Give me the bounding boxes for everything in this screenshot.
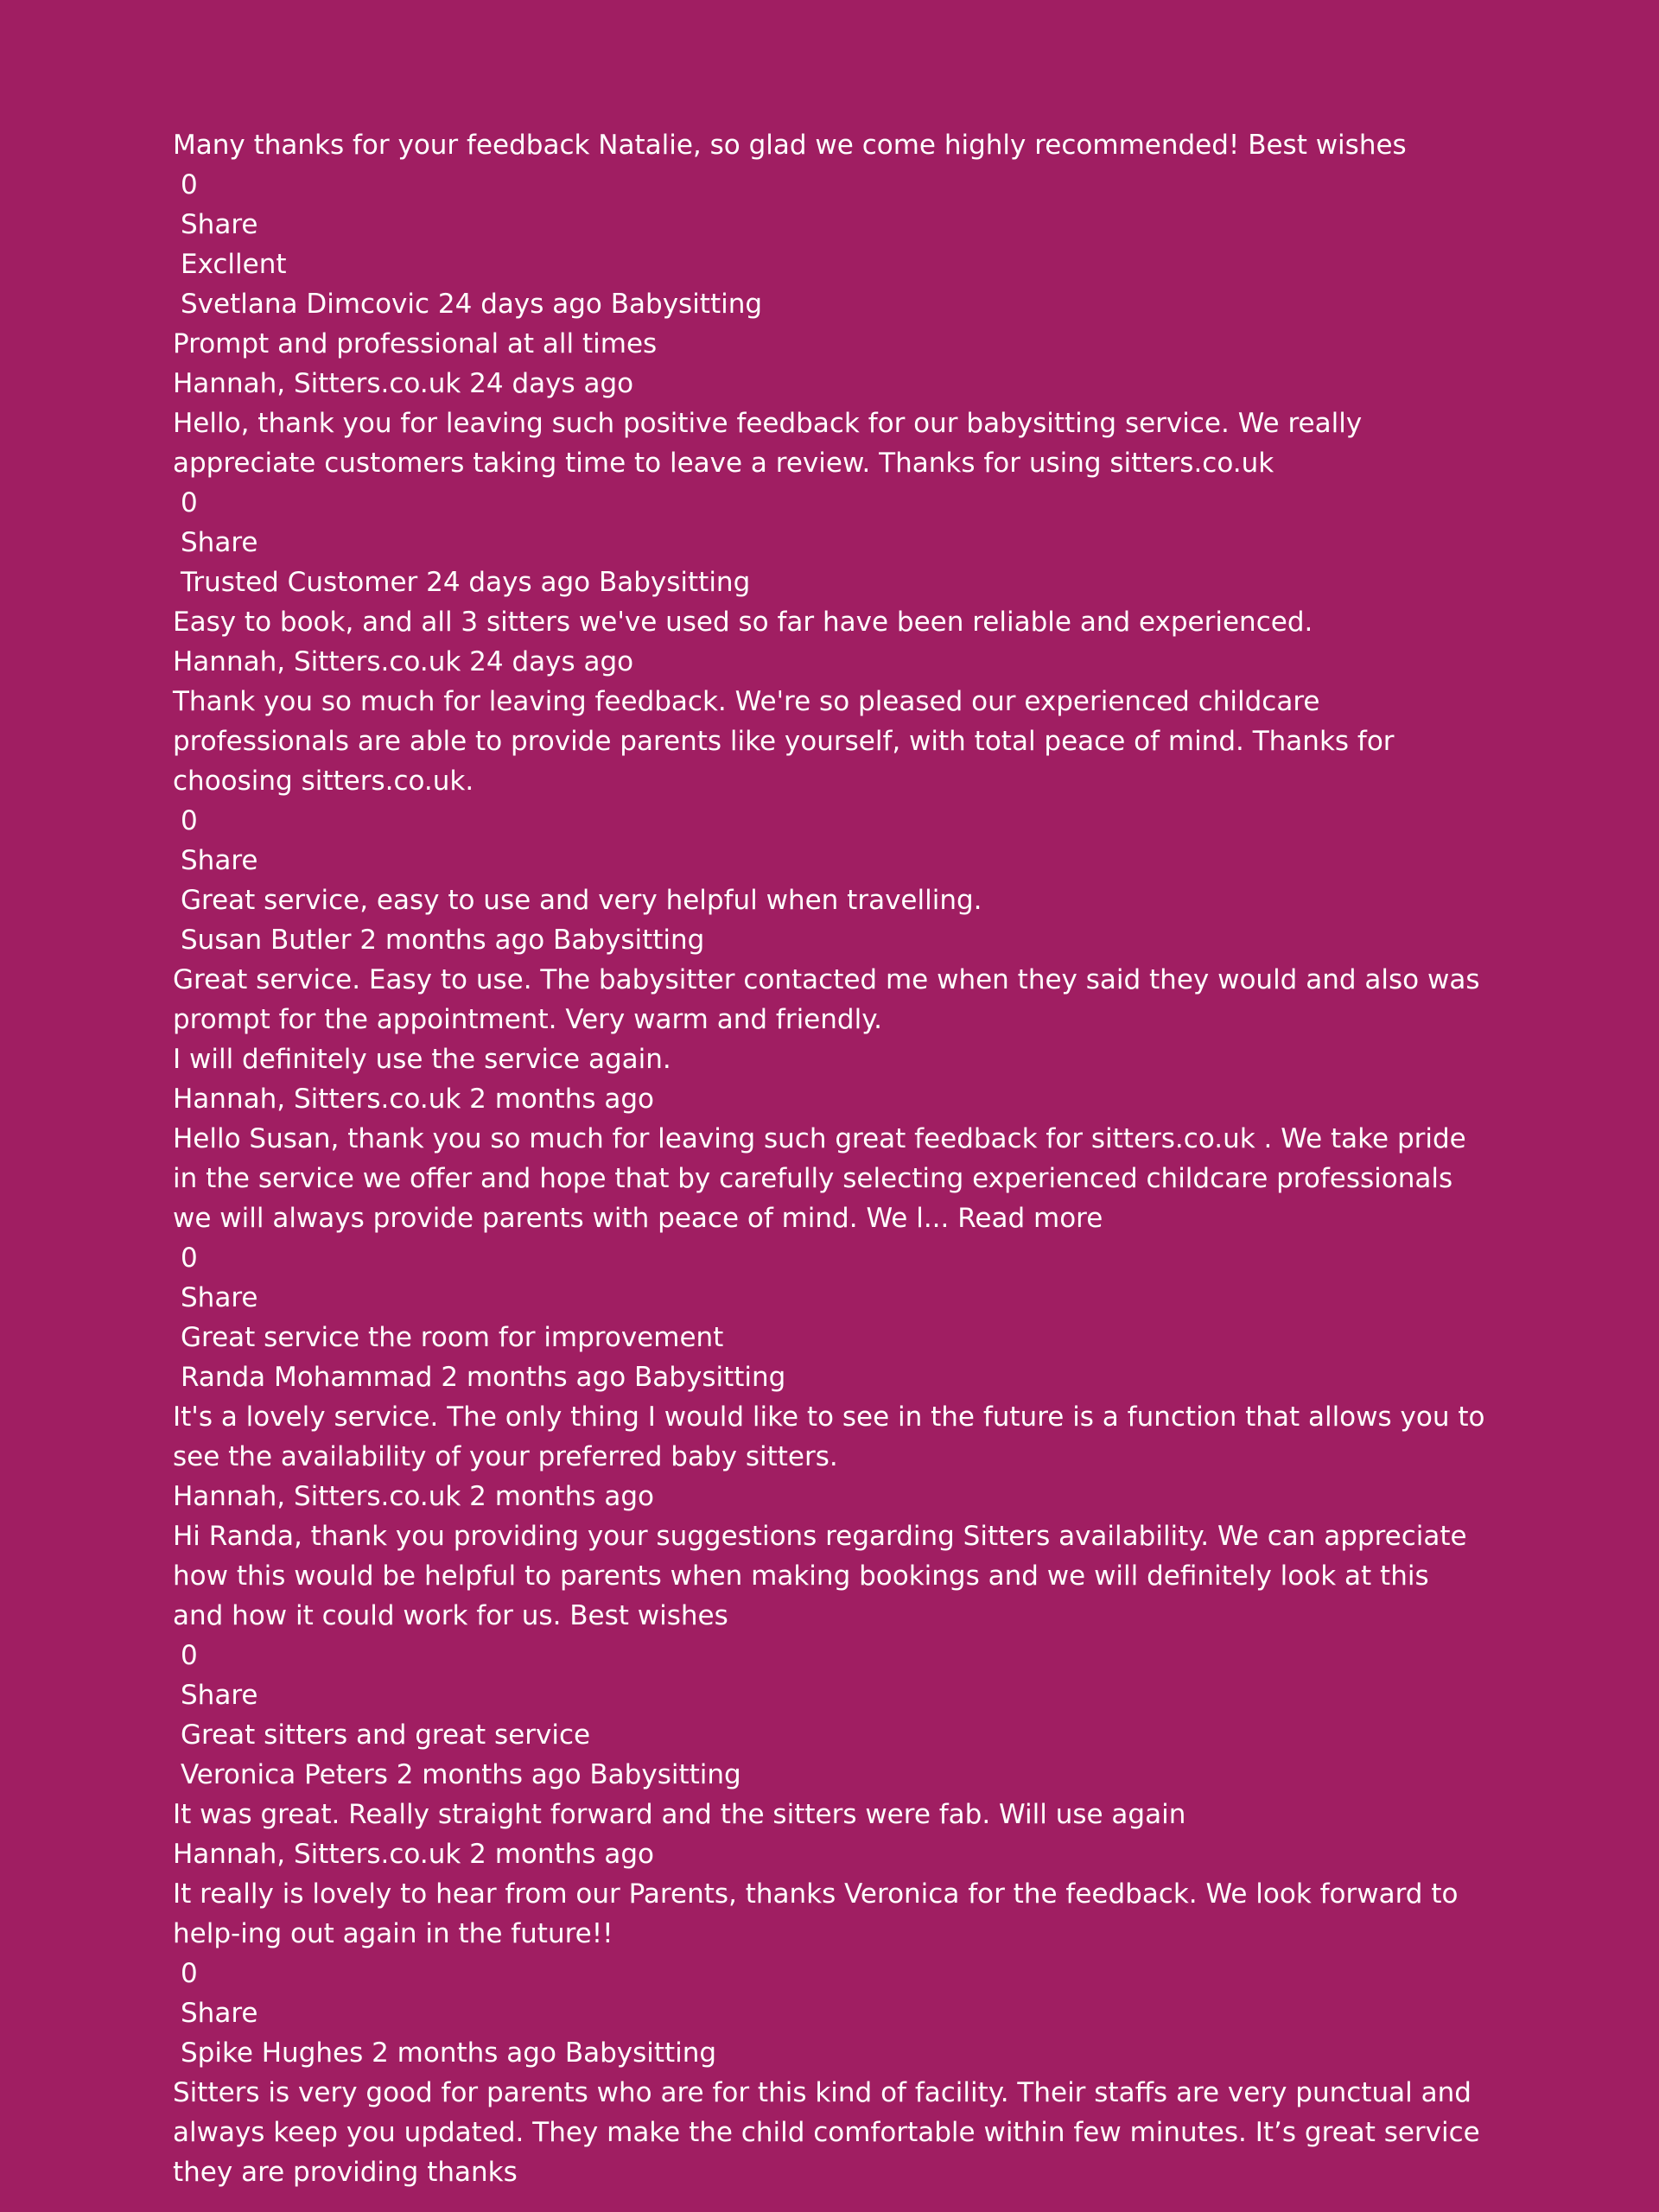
share-button[interactable]: Share xyxy=(181,209,258,240)
read-more-link[interactable]: Read more xyxy=(957,1203,1103,1234)
review-meta xyxy=(173,563,1486,602)
review-time: 24 days ago xyxy=(437,289,602,320)
share-button[interactable]: Share xyxy=(181,1998,258,2029)
review-category: Babysitting xyxy=(634,1362,786,1393)
review-category: Babysitting xyxy=(589,1759,741,1790)
review-author: Trusted Customer xyxy=(181,567,418,598)
share-button[interactable]: Share xyxy=(181,1680,258,1711)
review-item xyxy=(173,245,1486,563)
review-title: Excllent xyxy=(181,249,287,280)
review-body: It was great. Really straight forward and the sitters were fab. Will use again xyxy=(173,1799,1186,1830)
helpful-count[interactable]: 0 xyxy=(181,169,198,200)
review-title: Great service, easy to use and very helpful when travelling. xyxy=(181,885,982,916)
reply-text: It really is lovely to hear from our Parents, thanks Veronica for the feedback. We look forward to help-ing out again in the future!! xyxy=(173,1878,1459,1949)
review-author: Randa Mohammad xyxy=(181,1362,433,1393)
review-category: Babysitting xyxy=(610,289,763,320)
review-item xyxy=(173,1318,1486,1715)
review-item xyxy=(173,1715,1486,2033)
review-time: 2 months ago xyxy=(396,1759,582,1790)
share-button[interactable]: Share xyxy=(181,527,258,558)
reply-header: Hannah, Sitters.co.uk 2 months ago xyxy=(173,1084,654,1115)
review-meta xyxy=(173,1755,1486,1795)
review-title: Great sitters and great service xyxy=(181,1719,591,1751)
review-meta xyxy=(173,1357,1486,1397)
reply-header: Hannah, Sitters.co.uk 2 months ago xyxy=(173,1481,654,1512)
review-author: Spike Hughes xyxy=(181,2037,364,2069)
reply-text-content: Hello Susan, thank you so much for leaving such great feedback for sitters.co.uk . We take pride in the service we offer and hope that by carefully selecting experienced childcare professionals we will always provide parents with peace of mind. We l... xyxy=(173,1123,1466,1234)
review-body: Great service. Easy to use. The babysitter contacted me when they said they would and also was prompt for the appointment. Very warm and friendly. xyxy=(173,964,1480,1035)
reply-text: Thank you so much for leaving feedback. We're so pleased our experienced childcare professionals are able to provide parents like yourself, with total peace of mind. Thanks for choosing sitters.co.uk. xyxy=(173,686,1395,797)
review-meta xyxy=(173,284,1486,324)
review-time: 2 months ago xyxy=(359,925,545,956)
reply-text: Many thanks for your feedback Natalie, so glad we come highly recommended! Best wishes xyxy=(173,130,1407,161)
review-item xyxy=(173,2033,1486,2192)
reply-text: Hello, thank you for leaving such positive feedback for our babysitting service. We really appreciate customers taking time to leave a review. Thanks for using sitters.co.uk xyxy=(173,408,1363,479)
review-body: Prompt and professional at all times xyxy=(173,328,658,359)
review-meta xyxy=(173,2033,1486,2073)
review-author: Veronica Peters xyxy=(181,1759,388,1790)
review-body: Sitters is very good for parents who are for this kind of facility. Their staffs are very punctual and always keep you updated. They make the child comfortable within few minutes. It’s great service they are providing thanks xyxy=(173,2077,1480,2188)
share-button[interactable]: Share xyxy=(181,1282,258,1313)
review-meta xyxy=(173,920,1486,960)
helpful-count[interactable]: 0 xyxy=(181,805,198,836)
reply-header: Hannah, Sitters.co.uk 2 months ago xyxy=(173,1839,654,1870)
helpful-count[interactable]: 0 xyxy=(181,1958,198,1989)
review-item xyxy=(173,563,1486,880)
reply-text: Hi Randa, thank you providing your suggestions regarding Sitters availability. We can appreciate how this would be helpful to parents when making bookings and we will definitely look at this and how it could work for us. Best wishes xyxy=(173,1521,1467,1631)
review-category: Babysitting xyxy=(564,2037,717,2069)
review-time: 2 months ago xyxy=(372,2037,556,2069)
review-category: Babysitting xyxy=(553,925,705,956)
review-time: 24 days ago xyxy=(426,567,591,598)
helpful-count[interactable]: 0 xyxy=(181,487,198,518)
review-time: 2 months ago xyxy=(441,1362,626,1393)
review-title: Great service the room for improvement xyxy=(181,1322,724,1353)
helpful-count[interactable]: 0 xyxy=(181,1243,198,1274)
review-item xyxy=(173,880,1486,1318)
helpful-count[interactable]: 0 xyxy=(181,1640,198,1671)
review-body: I will definitely use the service again. xyxy=(173,1044,671,1075)
reviews-page xyxy=(173,125,1486,2192)
review-body: Easy to book, and all 3 sitters we've used so far have been reliable and experienced. xyxy=(173,607,1313,638)
reply-header: Hannah, Sitters.co.uk 24 days ago xyxy=(173,368,634,399)
review-body: It's a lovely service. The only thing I would like to see in the future is a function that allows you to see the availability of your preferred baby sitters. xyxy=(173,1402,1485,1472)
reply-text xyxy=(173,1119,1486,1238)
reply-header: Hannah, Sitters.co.uk 24 days ago xyxy=(173,646,634,677)
share-button[interactable]: Share xyxy=(181,845,258,876)
review-author: Susan Butler xyxy=(181,925,352,956)
intro-reply-block xyxy=(173,125,1486,245)
review-author: Svetlana Dimcovic xyxy=(181,289,430,320)
review-category: Babysitting xyxy=(598,567,751,598)
